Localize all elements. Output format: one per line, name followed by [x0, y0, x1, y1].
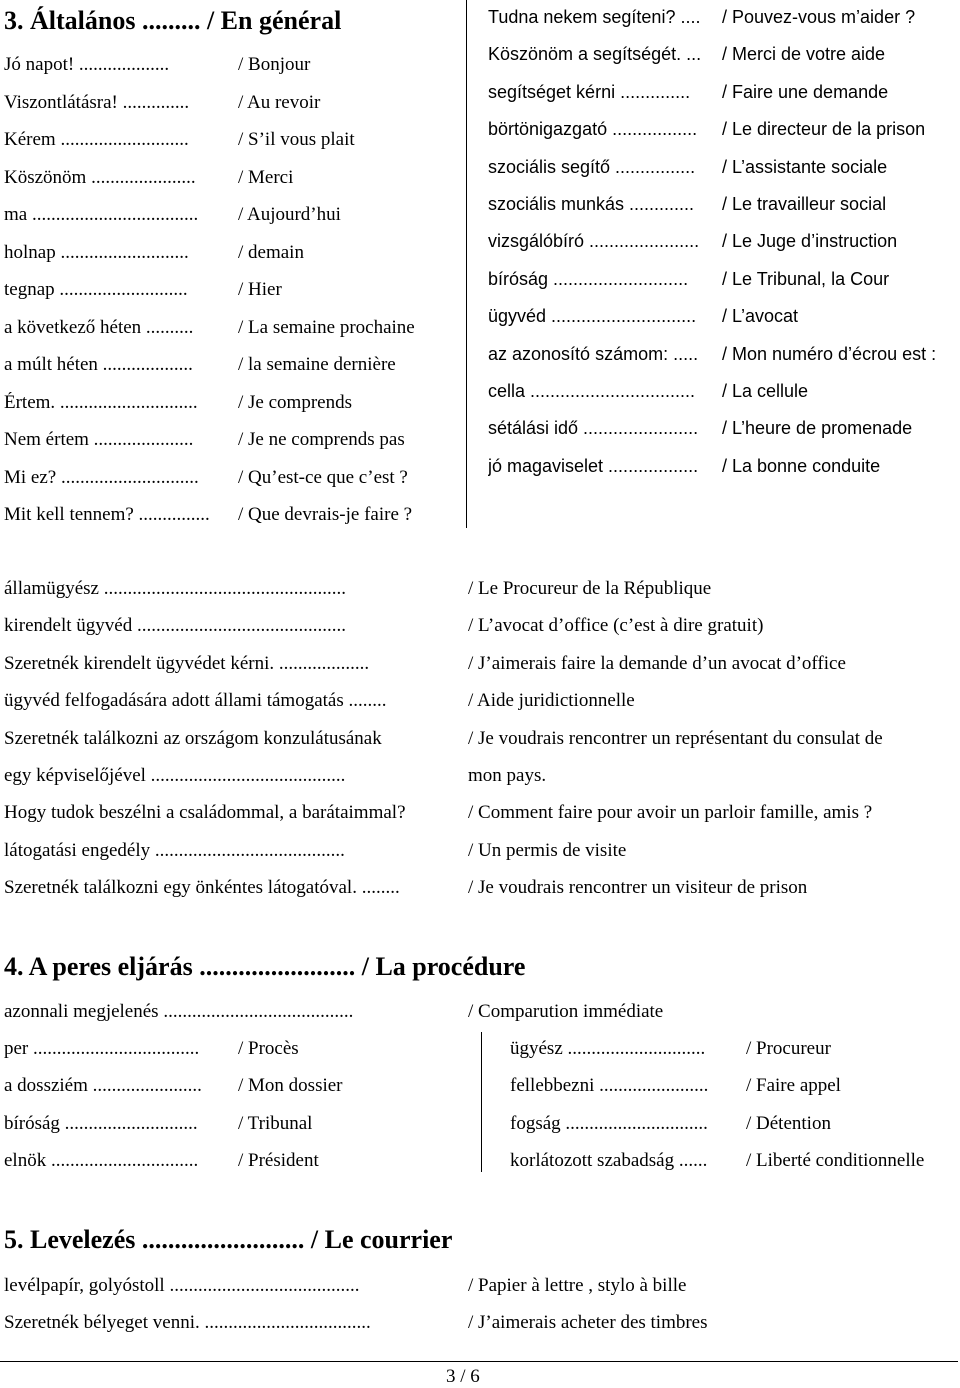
hungarian-term: Szeretnék kirendelt ügyvédet kérni. ................... — [4, 652, 370, 674]
french-translation: / Mon dossier — [238, 1075, 343, 1097]
vocab-row — [4, 1275, 958, 1299]
hungarian-term: Viszontlátásra! .............. — [4, 91, 190, 113]
french-translation: / Détention — [746, 1112, 831, 1134]
hungarian-term: vizsgálóbíró ...................... — [488, 231, 700, 252]
vocab-row — [4, 802, 958, 826]
hungarian-term: Mi ez? ............................. — [4, 466, 199, 488]
french-translation: / Je comprends — [238, 391, 352, 413]
vocab-row — [4, 877, 958, 901]
vocab-row — [4, 54, 464, 78]
vocab-row — [4, 578, 958, 602]
hungarian-term: ügyvéd felfogadására adott állami támogatás ........ — [4, 690, 387, 712]
vocab-row — [4, 653, 958, 677]
hungarian-term: azonnali megjelenés ........................................ — [4, 1001, 354, 1022]
hungarian-term: Jó napot! ................... — [4, 54, 170, 75]
french-translation: / L’avocat — [722, 306, 799, 327]
vocab-row — [4, 204, 464, 228]
vocab-row — [4, 504, 464, 528]
hungarian-term: levélpapír, golyóstoll ........................................ — [4, 1275, 360, 1296]
french-translation: / Pouvez-vous m’aider ? — [722, 7, 916, 27]
vocab-row — [4, 354, 464, 378]
vocab-row — [488, 230, 958, 254]
vocab-row — [4, 690, 958, 714]
vocab-row — [4, 840, 958, 864]
french-translation: / Faire une demande — [722, 81, 889, 102]
french-translation: / Le directeur de la prison — [722, 119, 926, 140]
french-translation: / Je voudrais rencontrer un représentant du consulat de — [468, 727, 883, 749]
hungarian-term: per ................................... — [4, 1038, 200, 1059]
vocab-row — [4, 392, 464, 416]
hungarian-term: szociális munkás ............. — [488, 194, 695, 214]
vocab-row — [4, 1113, 474, 1137]
hungarian-term: ügyész ............................. — [510, 1038, 706, 1059]
hungarian-term: ma ................................... — [4, 204, 199, 225]
hungarian-term: korlátozott szabadság ...... — [510, 1150, 708, 1172]
vocab-row — [4, 429, 464, 453]
vocab-row — [4, 728, 958, 752]
hungarian-term: bíróság ............................ — [4, 1112, 198, 1134]
french-translation: / Comparution immédiate — [468, 1001, 664, 1022]
hungarian-term: bíróság ........................... — [488, 268, 689, 289]
vocab-row — [488, 81, 958, 105]
french-translation: / La bonne conduite — [722, 455, 881, 476]
hungarian-term: a múlt héten ................... — [4, 354, 193, 375]
vocab-row — [488, 455, 958, 479]
french-translation: / L’assistante sociale — [722, 156, 888, 177]
hungarian-term: Köszönöm a segítségét. ... — [488, 44, 702, 65]
section-4-heading: 4. A peres eljárás ........................ / La procédure — [4, 952, 526, 981]
french-translation: / La semaine prochaine — [238, 316, 415, 338]
section-4-divider — [481, 1032, 482, 1172]
hungarian-term: Tudna nekem segíteni? .... — [488, 7, 701, 27]
hungarian-term: tegnap ........................... — [4, 279, 188, 300]
french-translation: / Faire appel — [746, 1075, 841, 1097]
hungarian-term: szociális segítő ................ — [488, 156, 696, 177]
vocab-row — [510, 1113, 958, 1137]
vocab-row — [4, 1150, 474, 1174]
french-translation: / Comment faire pour avoir un parloir famille, amis ? — [468, 802, 873, 824]
hungarian-term: Szeretnék bélyeget venni. ................................... — [4, 1312, 371, 1334]
french-translation: / Tribunal — [238, 1112, 313, 1134]
vocab-row — [4, 765, 958, 789]
hungarian-term: látogatási engedély ........................................ — [4, 839, 345, 861]
french-translation: / Président — [238, 1150, 319, 1172]
french-translation: / L’avocat d’office (c’est à dire gratuit) — [468, 615, 764, 637]
hungarian-term: Mit kell tennem? ............... — [4, 504, 210, 525]
french-translation: / Papier à lettre , stylo à bille — [468, 1275, 687, 1296]
hungarian-term: Köszönöm ...................... — [4, 166, 196, 188]
hungarian-term: a következő héten .......... — [4, 316, 194, 338]
french-translation: / J’aimerais faire la demande d’un avocat d’office — [468, 652, 846, 674]
vocab-row — [4, 1001, 958, 1025]
hungarian-term: holnap ........................... — [4, 241, 189, 263]
vocab-row — [488, 417, 958, 441]
french-translation: / demain — [238, 241, 304, 263]
french-translation: / Au revoir — [238, 91, 321, 113]
hungarian-term: segítséget kérni .............. — [488, 81, 691, 102]
vocab-row — [4, 167, 464, 191]
french-translation: / Liberté conditionnelle — [746, 1150, 925, 1172]
french-translation: / Le Procureur de la République — [468, 578, 712, 599]
french-translation: / La cellule — [722, 381, 809, 401]
vocab-row — [488, 193, 958, 217]
french-translation: / Qu’est-ce que c’est ? — [238, 466, 408, 488]
hungarian-term: sétálási idő ....................... — [488, 418, 699, 439]
french-translation: / Que devrais-je faire ? — [238, 504, 413, 525]
french-translation: / L’heure de promenade — [722, 418, 913, 439]
french-translation: / la semaine dernière — [238, 354, 396, 375]
vocab-row — [488, 43, 958, 67]
french-translation: / Aide juridictionnelle — [468, 690, 635, 712]
hungarian-term: fogság .............................. — [510, 1112, 708, 1134]
french-translation: / Je ne comprends pas — [238, 429, 405, 450]
hungarian-term: fellebbezni ....................... — [510, 1075, 709, 1097]
french-translation: / Le travailleur social — [722, 194, 887, 214]
column-divider — [466, 0, 467, 528]
french-translation: / Je voudrais rencontrer un visiteur de prison — [468, 877, 808, 899]
vocab-row — [4, 1038, 474, 1062]
vocab-row — [488, 268, 958, 292]
vocab-row — [4, 129, 464, 153]
vocab-row — [4, 242, 464, 266]
hungarian-term: államügyész ................................................... — [4, 578, 346, 599]
french-translation: / Merci — [238, 166, 294, 188]
vocab-row — [4, 1312, 958, 1336]
vocab-row — [4, 467, 464, 491]
vocab-row — [488, 156, 958, 180]
page-number: 3 / 6 — [446, 1366, 480, 1387]
hungarian-term: elnök ............................... — [4, 1150, 199, 1172]
vocab-row — [510, 1038, 958, 1062]
hungarian-term: jó magaviselet .................. — [488, 455, 699, 476]
footer-rule — [0, 1361, 958, 1362]
french-translation: / Hier — [238, 279, 282, 300]
french-translation: / Un permis de visite — [468, 839, 627, 861]
hungarian-term: kirendelt ügyvéd ............................................ — [4, 615, 346, 637]
french-translation: / Le Tribunal, la Cour — [722, 268, 890, 289]
french-translation: / J’aimerais acheter des timbres — [468, 1312, 708, 1334]
hungarian-term: Szeretnék találkozni egy önkéntes látogatóval. ........ — [4, 877, 400, 899]
french-translation: / Procureur — [746, 1038, 831, 1059]
hungarian-term: Hogy tudok beszélni a családommal, a barátaimmal? — [4, 802, 406, 824]
french-translation: / S’il vous plait — [238, 129, 355, 150]
french-translation: / Bonjour — [238, 54, 311, 75]
hungarian-term: cella ................................. — [488, 381, 696, 401]
french-translation: / Aujourd’hui — [238, 204, 341, 225]
vocab-row — [4, 279, 464, 303]
vocab-row — [488, 380, 958, 404]
vocab-row — [488, 305, 958, 329]
hungarian-term: a dossziém ....................... — [4, 1075, 202, 1097]
hungarian-term: Értem. ............................. — [4, 391, 198, 413]
hungarian-term: börtönigazgató ................. — [488, 119, 698, 140]
french-translation: / Mon numéro d’écrou est : — [722, 343, 937, 364]
french-translation: / Merci de votre aide — [722, 44, 886, 65]
vocab-row — [4, 92, 464, 116]
section-3-heading: 3. Általános ......... / En général — [4, 6, 342, 35]
hungarian-term: Kérem ........................... — [4, 129, 189, 150]
vocab-row — [488, 118, 958, 142]
vocab-row — [510, 1150, 958, 1174]
hungarian-term: Szeretnék találkozni az országom konzulátusának — [4, 727, 382, 749]
hungarian-term: egy képviselőjével ......................................... — [4, 765, 346, 786]
section-5-heading: 5. Levelezés ......................... / Le courrier — [4, 1225, 453, 1254]
hungarian-term: Nem értem ..................... — [4, 429, 194, 450]
french-translation: / Le Juge d’instruction — [722, 231, 898, 252]
vocab-row — [4, 1075, 474, 1099]
vocab-row — [4, 615, 958, 639]
hungarian-term: az azonosító számom: ..... — [488, 343, 699, 364]
french-translation: / Procès — [238, 1038, 299, 1059]
vocab-row — [4, 317, 464, 341]
hungarian-term: ügyvéd ............................. — [488, 306, 697, 327]
vocab-row — [488, 6, 958, 30]
french-translation: mon pays. — [468, 765, 547, 786]
vocab-row — [510, 1075, 958, 1099]
vocab-row — [488, 343, 958, 367]
